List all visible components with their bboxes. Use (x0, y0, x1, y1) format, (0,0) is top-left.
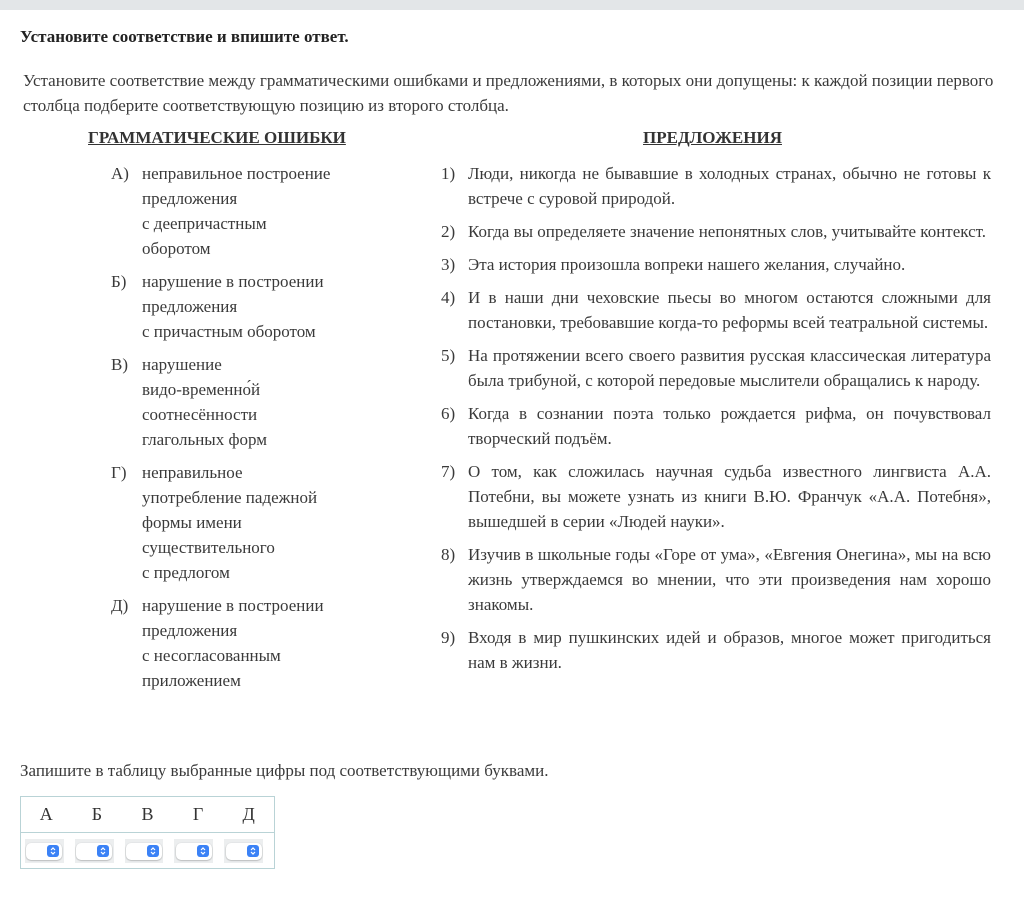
answer-select-v[interactable] (126, 843, 162, 860)
sentence-text: Когда в сознании поэта только рождается рифма, он почувствовал творческий подъём. (468, 404, 991, 448)
error-label: А) (111, 164, 129, 183)
sentence-number: 6) (441, 404, 456, 423)
error-item (111, 352, 361, 452)
sentence-item (441, 401, 991, 451)
sentence-item (441, 625, 991, 675)
sentence-text: Когда вы определяете значение непонятных слов, учитывайте контекст. (468, 222, 987, 241)
sentence-item (441, 219, 991, 244)
sentence-item (441, 459, 991, 534)
sentence-number: 9) (441, 628, 456, 647)
sentence-text: Люди, никогда не бывавшие в холодных странах, обычно не готовы к встрече с суровой природой. (468, 164, 991, 208)
answer-cell-a (25, 839, 64, 863)
select-updown-icon (97, 845, 109, 857)
errors-column-header: ГРАММАТИЧЕСКИЕ ОШИБКИ (88, 128, 346, 147)
answer-cell-b (75, 839, 114, 863)
answer-letter-d: Д (242, 804, 255, 824)
answer-letter-b: Б (91, 804, 103, 824)
error-text: нарушение в построении предложения с причастным оборотом (142, 272, 324, 341)
sentence-number: 2) (441, 222, 456, 241)
answer-letter-a: А (39, 804, 53, 824)
sentence-text: На протяжении всего своего развития русская классическая литература была трибуной, с которой передовые мыслители обращались к народу. (468, 346, 991, 390)
error-label: Г) (111, 463, 127, 482)
top-bar (0, 0, 1024, 10)
sentence-number: 5) (441, 346, 456, 365)
sentence-text: Эта история произошла вопреки нашего желания, случайно. (468, 255, 906, 274)
sentence-item (441, 285, 991, 335)
error-item (111, 269, 361, 344)
sentence-text: И в наши дни чеховские пьесы во многом остаются сложными для постановки, требовавшие когда-то реформы всей театральной системы. (468, 288, 991, 332)
answer-select-d[interactable] (226, 843, 262, 860)
error-text: нарушение в построении предложения с несогласованным приложением (142, 596, 324, 690)
error-label: Д) (111, 596, 129, 615)
task-intro: Установите соответствие между грамматическими ошибками и предложениями, в которых они допущены: к каждой позиции первого столбца подберите соответствующую позицию из второго столбца. (23, 71, 994, 115)
answer-table-selects (21, 833, 274, 869)
answer-select-a[interactable] (26, 843, 62, 860)
sentence-item (441, 252, 991, 277)
select-updown-icon (47, 845, 59, 857)
sentence-text: Входя в мир пушкинских идей и образов, многое может пригодиться нам в жизни. (468, 628, 991, 672)
sentence-number: 1) (441, 164, 456, 183)
error-label: В) (111, 355, 128, 374)
select-updown-icon (147, 845, 159, 857)
answer-cell-g (174, 839, 213, 863)
error-item (111, 593, 361, 693)
sentence-item (441, 542, 991, 617)
answer-cell-v (125, 839, 164, 863)
select-updown-icon (247, 845, 259, 857)
answer-letter-v: В (141, 804, 154, 824)
answer-table-header (21, 797, 274, 833)
answer-letter-g: Г (192, 804, 204, 824)
error-label: Б) (111, 272, 127, 291)
answer-table (20, 796, 275, 869)
answer-select-g[interactable] (176, 843, 212, 860)
sentence-item (441, 161, 991, 211)
error-text: неправильное употребление падежной формы имени существительного с предлогом (142, 463, 318, 582)
error-text: нарушение видо-временно́й соотнесённости глагольных форм (142, 355, 267, 449)
answer-cell-d (224, 839, 263, 863)
sentences-column-header: ПРЕДЛОЖЕНИЯ (643, 128, 782, 147)
error-item (111, 460, 361, 585)
answer-instruction: Запишите в таблицу выбранные цифры под соответствующими буквами. (20, 761, 549, 780)
sentence-text: О том, как сложилась научная судьба известного лингвиста А.А. Потебни, вы можете узнать из книги В.Ю. Франчук «А.А. Потебня», вышедшей в серии «Людей науки». (468, 462, 991, 531)
error-item (111, 161, 361, 261)
sentence-text: Изучив в школьные годы «Горе от ума», «Евгения Онегина», мы на всю жизнь утверждаемся во мнении, что эти произведения нам хорошо знакомы. (468, 545, 991, 614)
answer-select-b[interactable] (76, 843, 112, 860)
sentence-number: 7) (441, 462, 456, 481)
errors-list (111, 161, 361, 701)
sentences-list (441, 161, 991, 683)
error-text: неправильное построение предложения с деепричастным оборотом (142, 164, 331, 258)
sentence-number: 8) (441, 545, 456, 564)
sentence-number: 3) (441, 255, 456, 274)
sentence-item (441, 343, 991, 393)
task-title: Установите соответствие и впишите ответ. (20, 27, 349, 46)
sentence-number: 4) (441, 288, 456, 307)
select-updown-icon (197, 845, 209, 857)
